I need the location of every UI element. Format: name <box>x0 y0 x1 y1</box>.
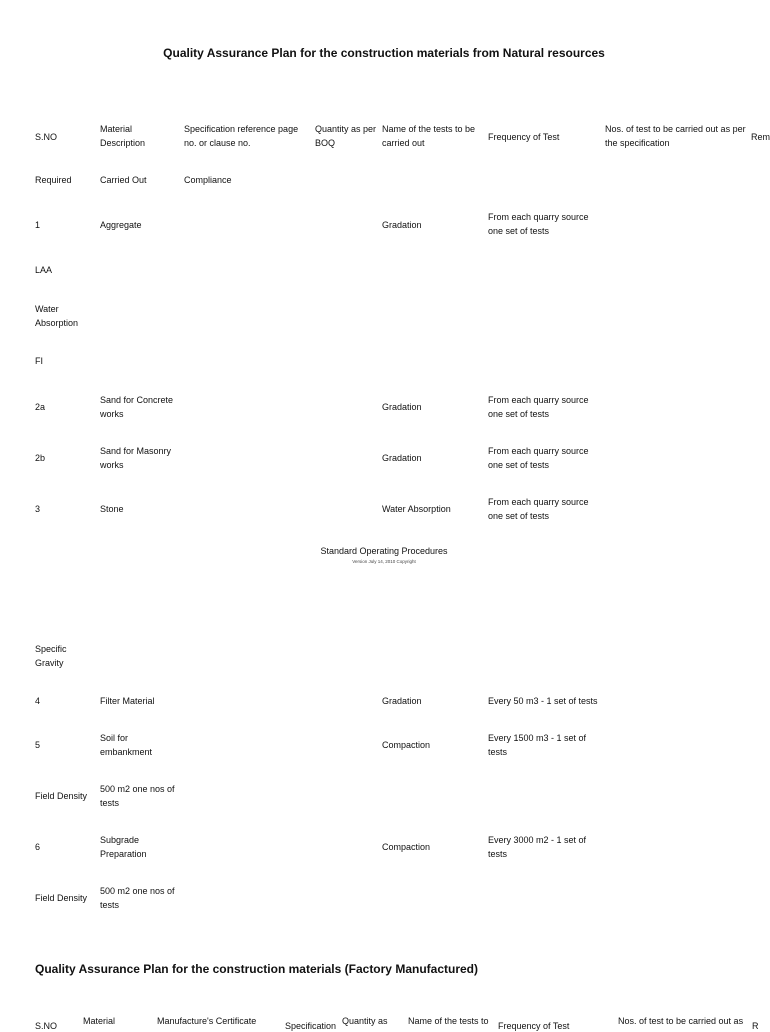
row-2b-frequency: From each quarry source one set of tests <box>488 446 589 470</box>
row-6-test: Compaction <box>382 842 431 852</box>
header-sno: S.NO <box>35 132 58 142</box>
row-2a-material: Sand for Concrete works <box>100 395 174 419</box>
subheader-required: Required <box>35 175 72 185</box>
row-3-material: Stone <box>100 504 124 514</box>
row-2a-test: Gradation <box>382 402 422 412</box>
row-specific-gravity: Specific Gravity <box>35 644 67 668</box>
row-6-frequency: Every 3000 m2 - 1 set of tests <box>488 835 587 859</box>
subheader-compliance: Compliance <box>184 175 232 185</box>
row-1-material: Aggregate <box>100 220 142 230</box>
section2-header-extra: R <box>752 1021 759 1031</box>
row-4-material: Filter Material <box>100 696 155 706</box>
section2-title: Quality Assurance Plan for the construction materials (Factory Manufactured) <box>35 962 478 976</box>
row-2a-sno: 2a <box>35 402 46 412</box>
section2-header-sno: S.NO <box>35 1021 58 1031</box>
row-1-sno: 1 <box>35 220 41 230</box>
row-5-sno: 5 <box>35 740 41 750</box>
row-6-sno: 6 <box>35 842 41 852</box>
section2-header-frequency: Frequency of Test <box>498 1021 570 1031</box>
footer-title: Standard Operating Procedures <box>320 546 448 556</box>
header-nos: Nos. of test to be carried out as per the specification <box>605 124 746 148</box>
section2-header-certificate: Manufacture's Certificate <box>157 1016 257 1026</box>
section2-header-tests: Name of the tests to <box>408 1016 489 1026</box>
row-5-frequency: Every 1500 m3 - 1 set of tests <box>488 733 587 757</box>
row-2b-sno: 2b <box>35 453 46 463</box>
header-remarks: Rem <box>751 132 770 142</box>
row-field-density-2: Field Density <box>35 893 88 903</box>
header-frequency: Frequency of Test <box>488 132 560 142</box>
row-2b-test: Gradation <box>382 453 422 463</box>
row-4-sno: 4 <box>35 696 41 706</box>
row-laa: LAA <box>35 265 53 275</box>
section2-header-material: Material <box>83 1016 116 1026</box>
row-3-frequency: From each quarry source one set of tests <box>488 497 589 521</box>
row-water-absorption: Water Absorption <box>35 304 79 328</box>
row-field-density-1-material: 500 m2 one nos of tests <box>100 784 175 808</box>
row-6-material: Subgrade Preparation <box>100 835 147 859</box>
row-1-frequency: From each quarry source one set of tests <box>488 212 589 236</box>
subheader-carried-out: Carried Out <box>100 175 147 185</box>
row-3-test: Water Absorption <box>382 504 451 514</box>
row-2a-frequency: From each quarry source one set of tests <box>488 395 589 419</box>
footer-version: Version July 14, 2010 Copyright <box>352 559 416 564</box>
row-4-frequency: Every 50 m3 - 1 set of tests <box>488 696 598 706</box>
row-1-test: Gradation <box>382 220 422 230</box>
row-fi: FI <box>35 356 43 366</box>
header-spec: Specification reference page no. or clause no. <box>184 124 299 148</box>
section2-header-qty: Quantity as <box>342 1016 388 1026</box>
header-tests: Name of the tests to be carried out <box>382 124 476 148</box>
row-field-density-2-material: 500 m2 one nos of tests <box>100 886 175 910</box>
document-title: Quality Assurance Plan for the construction materials from Natural resources <box>163 46 605 60</box>
row-4-test: Gradation <box>382 696 422 706</box>
row-3-sno: 3 <box>35 504 41 514</box>
header-qty: Quantity as per BOQ <box>315 124 377 148</box>
section2-header-spec: Specification <box>285 1021 337 1031</box>
row-2b-material: Sand for Masonry works <box>100 446 172 470</box>
row-5-test: Compaction <box>382 740 431 750</box>
header-material: Material Description <box>100 124 146 148</box>
row-field-density-1: Field Density <box>35 791 88 801</box>
row-5-material: Soil for embankment <box>100 733 153 757</box>
section2-header-nos: Nos. of test to be carried out as <box>618 1016 744 1026</box>
